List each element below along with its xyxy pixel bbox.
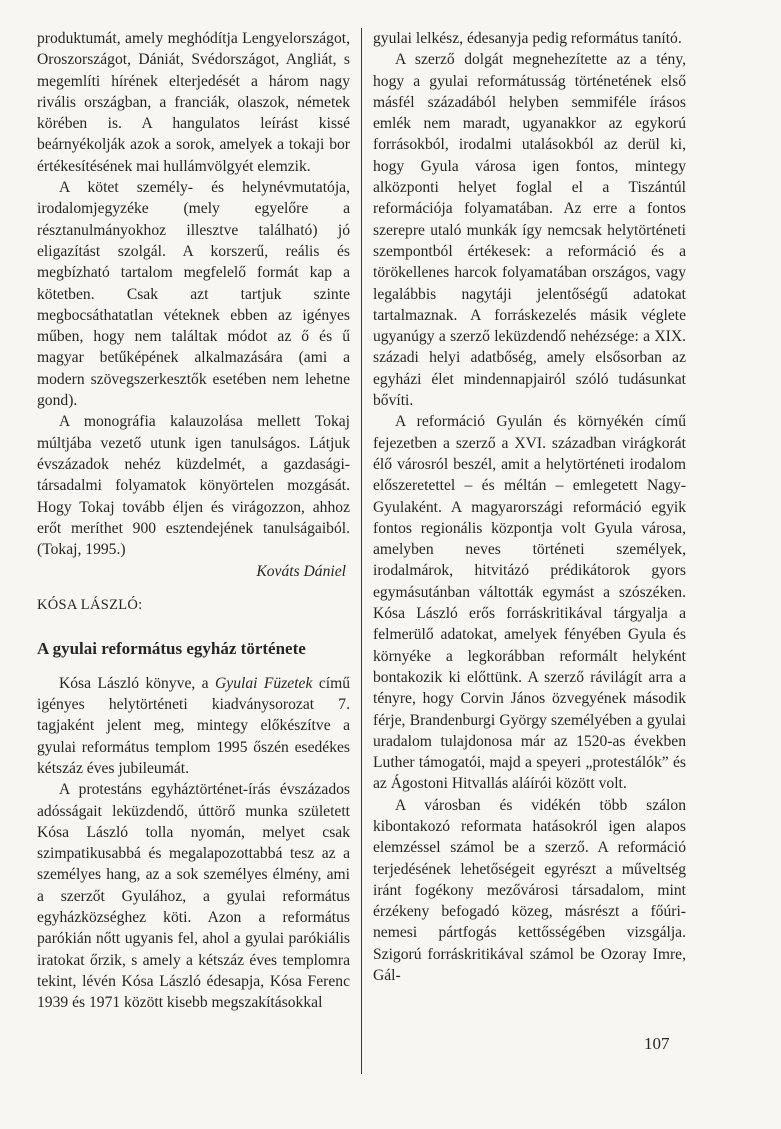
paragraph: A reformáció Gyulán és környékén című fejezetben a szerző a XVI. században virágkorát élő városról beszél, amit a helytörténeti irodalom előszeretettel – és méltán – emlegetett Nagy-Gyulaként. A magyarországi reformáció egyik fontos regionális központja volt Gyula városa, amelyben neves történeti személyek, irodalmárok, hitvitázó prédikátorok gyors egymásutánban váltották egymást a szószéken. Kósa László erős forráskritikával tárgyalja a felmerülő adatokat, amelyek fényében Gyula és környéke a legkorábban reformált helyként bontakozik ki előttünk. A szerző rávilágít arra a tényre, hogy Corvin János özvegyének második férje, Brandenburgi György személyében a gyulai uradalom tulajdonosa már az 1520-as években Luther támogatói, majd a speyeri „protestálók” és az Ágostoni Hitvallás aláírói között volt. [373,413,686,793]
paragraph: produktumát, amely meghódítja Lengyelországot, Oroszországot, Dániát, Svédországot, Angliát, s megemlíti hírének elterjedését a három nagy rivális országban, a franciák, olaszok, németek körében is. A hangulatos leírást kissé beárnyékolják azok a sorok, amelyek a tokaji bor értékesítésének mai hullámvölgyét elemzik. [37,30,350,175]
paragraph-text: című igényes helytörténeti kiadványsorozat 7. tagjaként jelent meg, mintegy előkészítve a gyulai református templom 1995 őszén esedékes kétszáz éves jubileumát. [37,674,350,777]
column-divider [361,28,362,1074]
page-number: 107 [644,1034,670,1053]
review-signature: Kováts Dániel [256,563,346,581]
paragraph: gyulai lelkész, édesanyja pedig református tanító. [373,30,682,47]
paragraph: A kötet személy- és helynévmutatója, irodalomjegyzéke (mely egyelőre a résztanulmányokhoz illesztve található) jó eligazítást szolgál. A korszerű, reális és megbízható tartalom megfelelő formát kap a kötetben. Csak azt tartjuk szinte megbocsáthatatlan véteknek ebben az igényes műben, hogy nem találtak módot az ő és ű magyar betűképének alkalmazására (ami a modern szövegszerkesztők esetében nem lehetne gond). [37,179,350,410]
right-column [373,28,686,986]
paragraph-text: Kósa László könyve, a [59,674,216,692]
article-author: KÓSA LÁSZLÓ: [37,596,143,613]
paragraph: A protestáns egyháztörténet-írás évszázados adósságait leküzdendő, úttörő munka született Kósa László tolla nyomán, melyet csak szimpatikusabbá és megalapozottabbá tesz az a személyes hang, az a sok személyes élmény, ami a szerzőt Gyulához, a gyulai református egyházközséghez köti. Azon a református parókián nőtt ugyanis fel, ahol a gyulai parókiális iratokat őrzik, s amely a kétszáz éves templomra tekint, lévén Kósa László édesapja, Kósa Ferenc 1939 és 1971 között kisebb megszakításokkal [37,781,350,1012]
series-title: Gyulai Füzetek [215,674,313,692]
paragraph: A szerző dolgát megnehezítette az a tény, hogy a gyulai reformátusság történetének első másfél századából helyben semmiféle írásos emlék nem maradt, ugyanakkor az egykorú forrásokból, irodalmi utalásokból az derül ki, hogy Gyula városa igen fontos, mintegy alközponti helyet foglal el a Tiszántúl reformációja folyamatában. Az erre a fontos szerepre utaló munkák így nemcsak helytörténeti szempontból értékesek: a reformáció és a törökellenes harcok folyamatában országos, vagy legalábbis nagytáji jelentőségű adatokat tartalmaznak. A forráskezelés másik véglete ugyanúgy a szerző leküzdendő nehézsége: a XIX. századi helyi adatbőség, amely elsősorban az egyházi élet mindennapjairól szóló tudásunkat bővíti. [373,51,686,410]
paragraph [37,673,350,779]
left-column [37,28,350,1013]
paragraph: A monográfia kalauzolása mellett Tokaj múltjába vezető utunk igen tanulságos. Látjuk évszázadok nehéz küzdelmét, a gazdasági-társadalmi folyamatok könyörtelen mozgását. Hogy Tokaj tovább éljen és virágozzon, ahhoz erőt meríthet 900 esztendejének tanulságaiból. (Tokaj, 1995.) [37,413,350,559]
paragraph: A városban és vidékén több szálon kibontakozó reformata hatásokról igen alapos elemzéssel számol be a szerző. A reformáció terjedésének lehetőségeit egyrészt a műveltség iránt fogékony mezővárosi társadalom, mint érzékeny befogadó közeg, másrészt a főúri-nemesi pártfogás kettősségében vizsgálja. Szigorú forráskritikával számol be Ozoray Imre, Gál- [373,796,686,985]
article-title: A gyulai református egyház története [37,638,306,658]
